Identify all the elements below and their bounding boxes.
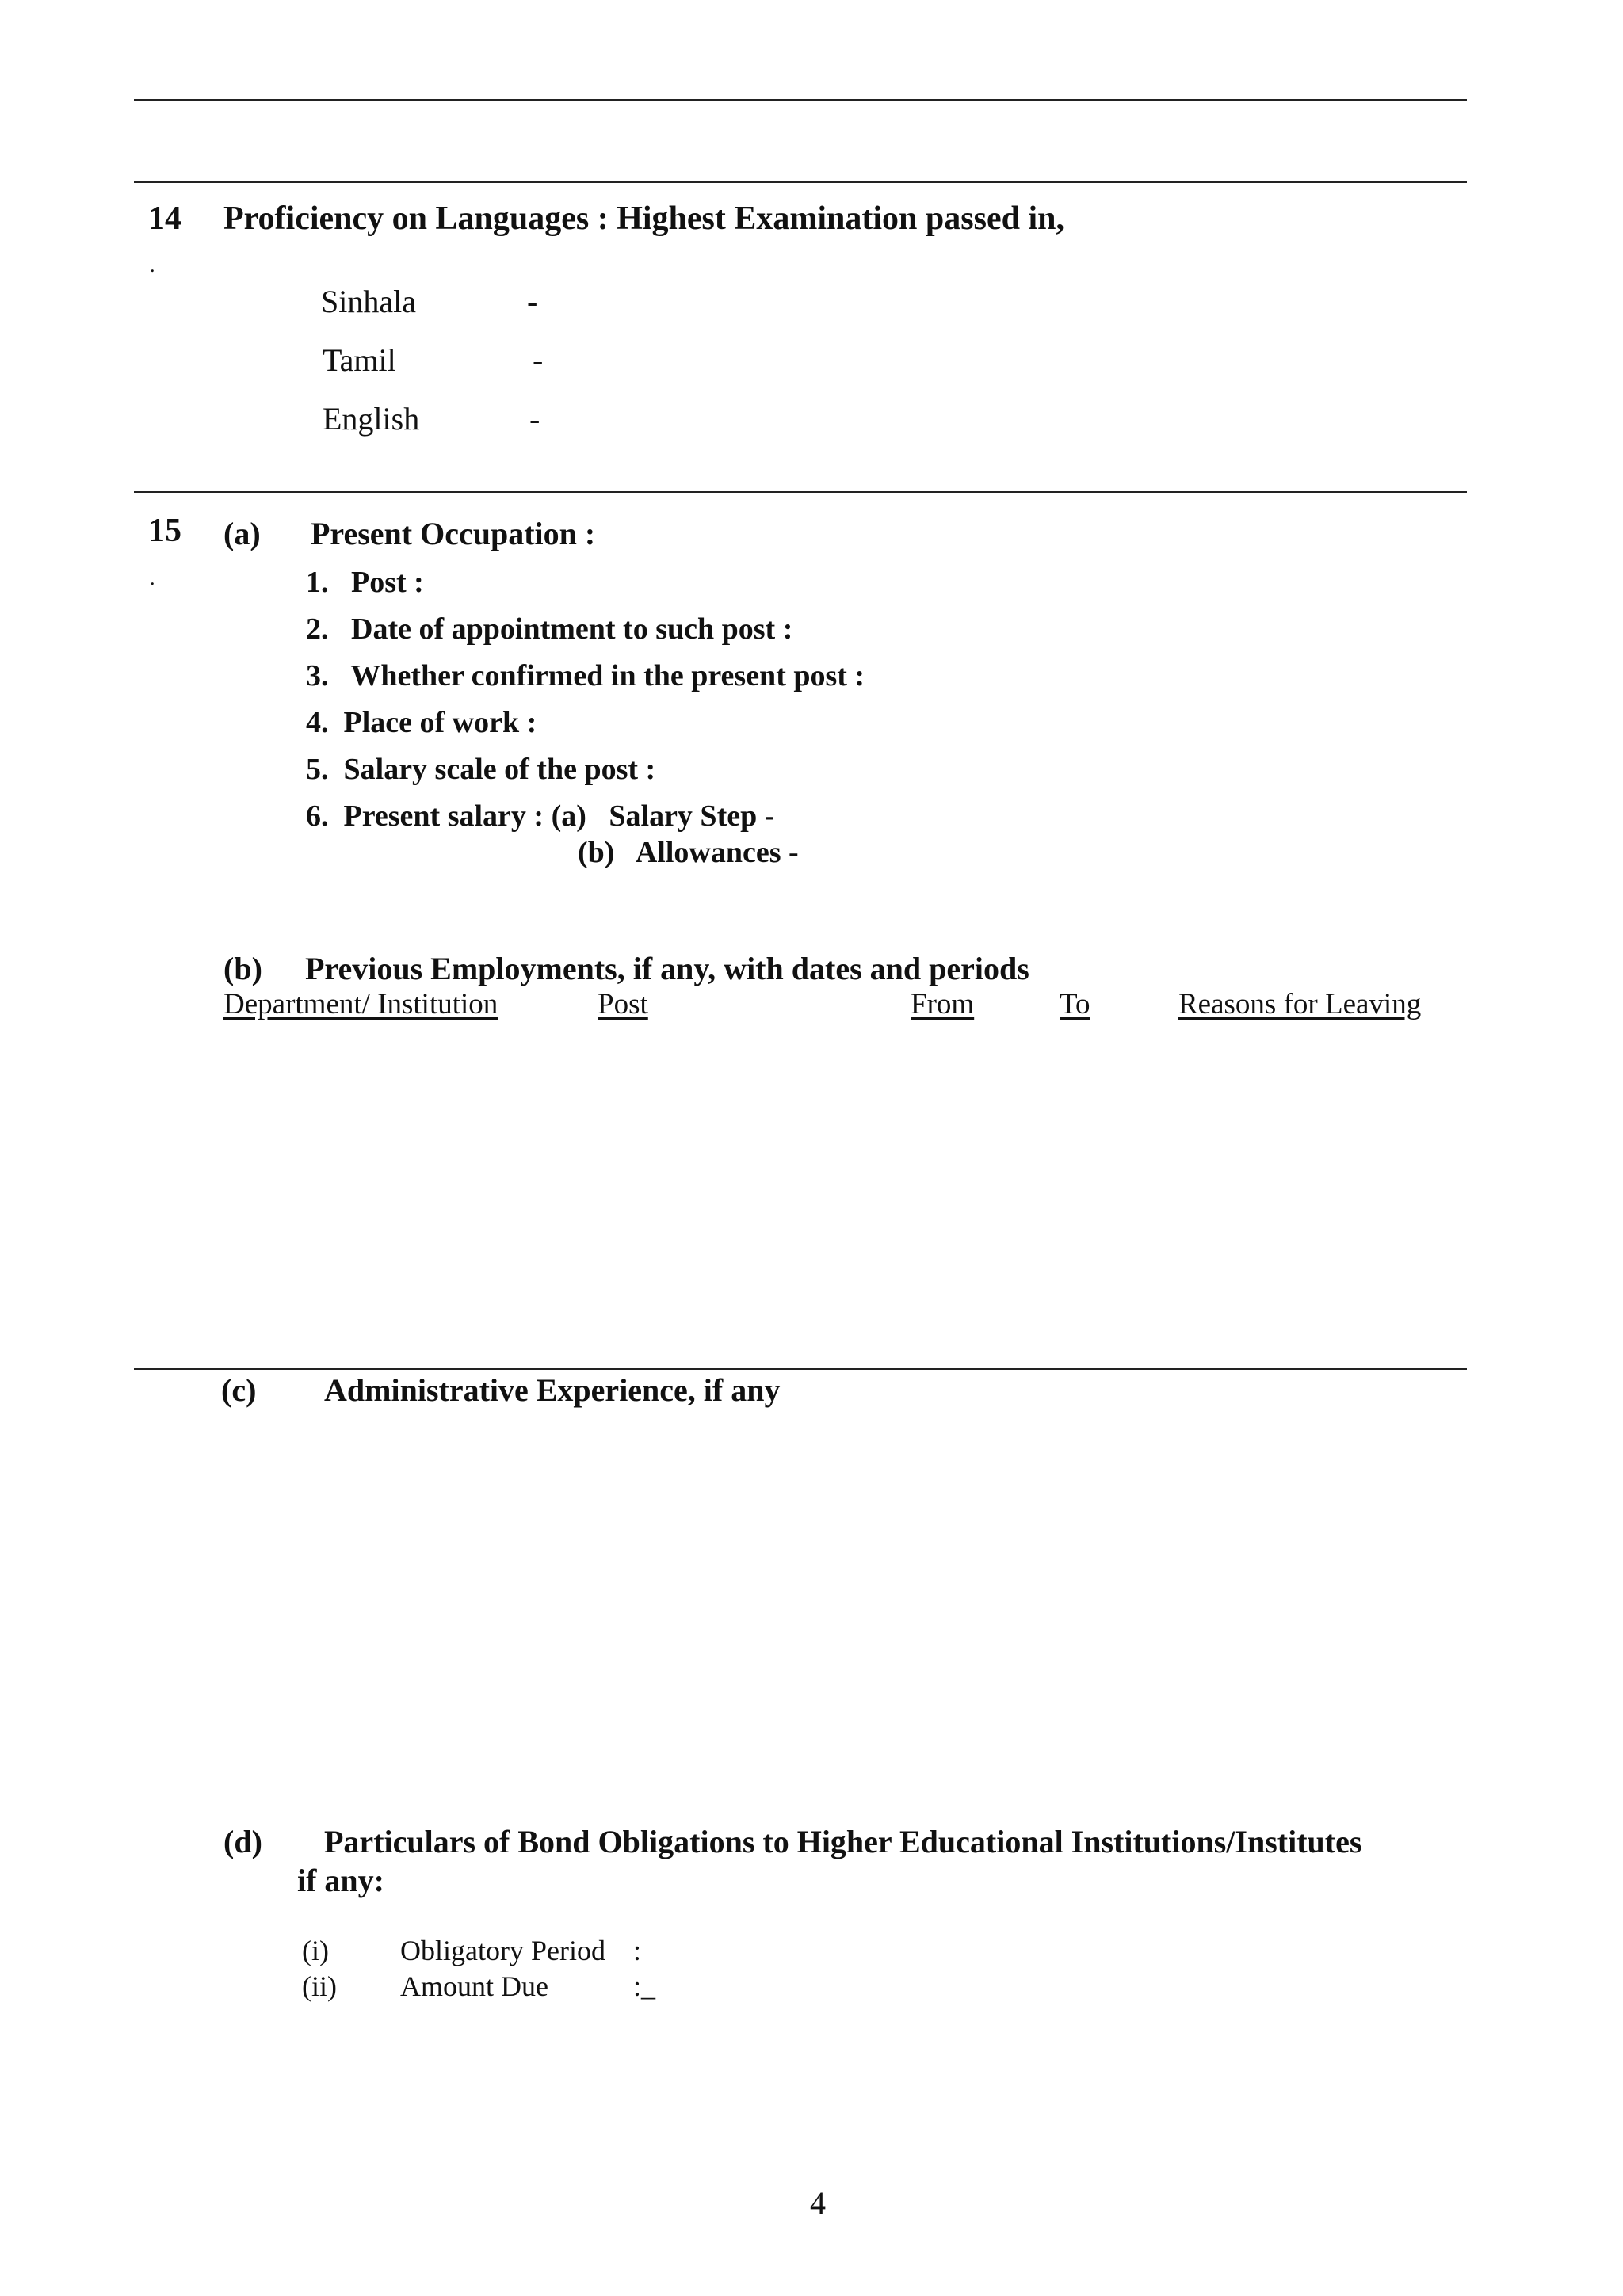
language-label: English — [323, 401, 420, 437]
divider-section15-top — [134, 491, 1467, 493]
divider-top — [134, 99, 1467, 101]
section-number-dot: . — [150, 566, 155, 589]
subsection-a-marker: (a) — [223, 516, 261, 551]
bond-row-value: :_ — [633, 1970, 656, 2002]
occupation-item: 4. Place of work : — [306, 706, 537, 739]
subsection-b-marker: (b) — [223, 951, 262, 986]
section-number-dot: . — [150, 254, 155, 277]
subsection-b-title: Previous Employments, if any, with dates and periods — [305, 951, 1029, 986]
bond-row-value: : — [633, 1935, 642, 1966]
page-number: 4 — [810, 2185, 826, 2221]
subsection-d-marker: (d) — [223, 1824, 262, 1859]
language-label: Sinhala — [321, 284, 416, 319]
language-value: - — [529, 401, 540, 437]
allowances-item: (b) Allowances - — [578, 836, 799, 869]
subsection-c-marker: (c) — [221, 1372, 257, 1408]
occupation-item: 3. Whether confirmed in the present post : — [306, 659, 865, 692]
language-value: - — [533, 342, 544, 378]
subsection-a-title: Present Occupation : — [311, 516, 596, 551]
divider-section14-top — [134, 181, 1467, 183]
section-title: Proficiency on Languages : Highest Examination passed in, — [223, 200, 1064, 237]
subsection-d-title: Particulars of Bond Obligations to Higher Educational Institutions/Institutes — [324, 1824, 1362, 1859]
occupation-item: 2. Date of appointment to such post : — [306, 612, 793, 646]
subsection-c-title: Administrative Experience, if any — [324, 1372, 781, 1408]
section-number: 14 — [148, 200, 181, 237]
occupation-item: 5. Salary scale of the post : — [306, 753, 656, 786]
divider-section15c-top — [134, 1368, 1467, 1370]
column-header-from: From — [911, 988, 975, 1020]
occupation-item: 1. Post : — [306, 566, 424, 599]
bond-row-marker: (ii) — [302, 1970, 337, 2002]
column-header-department: Department/ Institution — [223, 988, 498, 1020]
section-number: 15 — [148, 513, 181, 549]
language-label: Tamil — [323, 342, 396, 378]
subsection-d-title-continued: if any: — [297, 1863, 384, 1898]
column-header-reasons: Reasons for Leaving — [1178, 988, 1422, 1020]
bond-row-label: Obligatory Period — [400, 1935, 605, 1966]
column-header-to: To — [1060, 988, 1090, 1020]
bond-row-label: Amount Due — [400, 1970, 548, 2002]
bond-row-marker: (i) — [302, 1935, 329, 1966]
language-value: - — [527, 284, 538, 319]
column-header-post: Post — [598, 988, 648, 1020]
occupation-item: 6. Present salary : (a) Salary Step - — [306, 799, 775, 833]
